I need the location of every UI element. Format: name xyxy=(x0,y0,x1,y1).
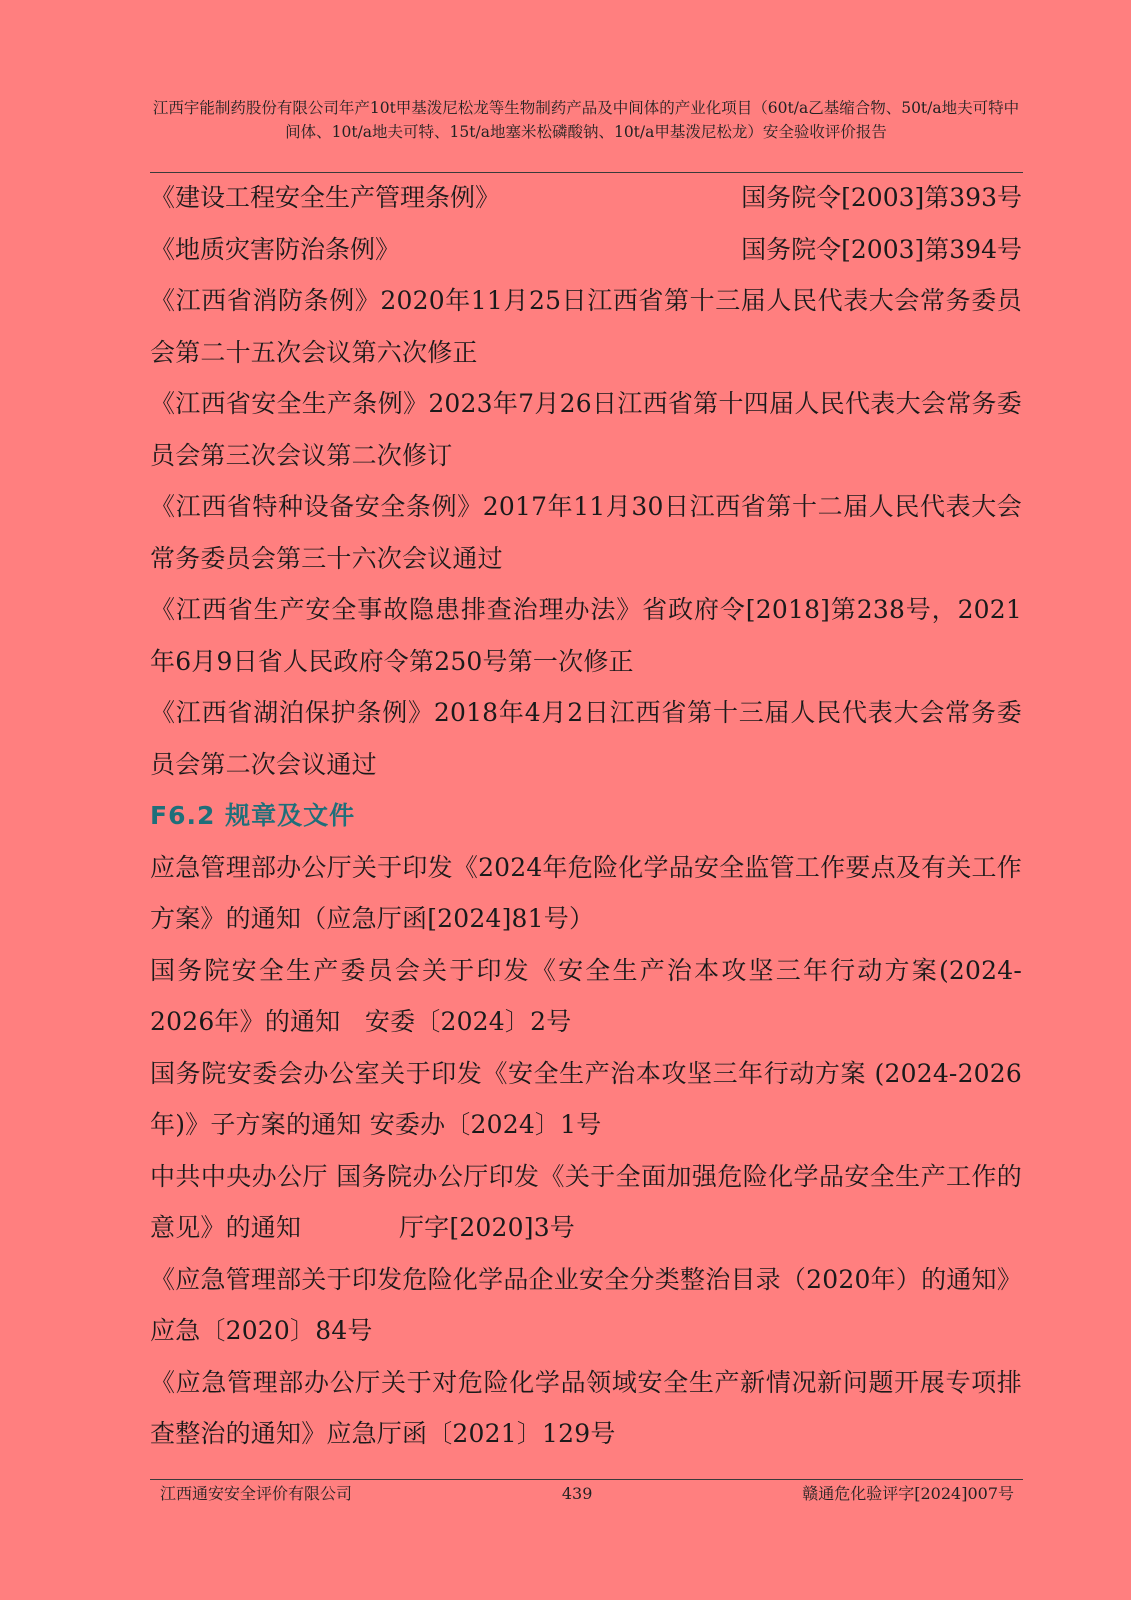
main-content xyxy=(150,172,1022,1460)
section-heading: F6.2 规章及文件 xyxy=(150,801,356,830)
footer-doc-number: 赣通危化验评字[2024]007号 xyxy=(802,1484,1014,1503)
rule-item: 《应急管理部关于印发危险化学品企业安全分类整治目录（2020年）的通知》应急〔2020〕84号 xyxy=(150,1264,1022,1345)
law-row xyxy=(150,224,1022,276)
law-name: 《建设工程安全生产管理条例》 xyxy=(150,183,501,212)
law-item: 《江西省安全生产条例》2023年7月26日江西省第十四届人民代表大会常务委员会第三次会议第二次修订 xyxy=(150,389,1022,470)
page-number: 439 xyxy=(561,1484,593,1503)
rule-item: 应急管理部办公厅关于印发《2024年危险化学品安全监管工作要点及有关工作方案》的通知（应急厅函[2024]81号） xyxy=(150,852,1022,933)
rule-item: 国务院安委会办公室关于印发《安全生产治本攻坚三年行动方案 (2024-2026年)》子方案的通知 安委办〔2024〕1号 xyxy=(150,1058,1022,1139)
law-name: 《地质灾害防治条例》 xyxy=(150,234,401,264)
rule-item: 国务院安全生产委员会关于印发《安全生产治本攻坚三年行动方案(2024-2026年》的通知 安委〔2024〕2号 xyxy=(150,955,1022,1036)
footer-divider xyxy=(150,1479,1023,1480)
rule-item: 中共中央办公厅 国务院办公厅印发《关于全面加强危险化学品安全生产工作的意见》的通知 厅字[2020]3号 xyxy=(150,1161,1022,1242)
law-row xyxy=(150,172,1022,224)
rule-item: 《应急管理部办公厅关于对危险化学品领域安全生产新情况新问题开展专项排查整治的通知》应急厅函〔2021〕129号 xyxy=(150,1367,1022,1448)
law-ref: 国务院令[2003]第393号 xyxy=(741,183,1022,212)
page-header xyxy=(150,96,1022,144)
footer-company: 江西通安安全评价有限公司 xyxy=(160,1484,353,1503)
header-title: 江西宇能制药股份有限公司年产10t甲基泼尼松龙等生物制药产品及中间体的产业化项目（60t/a乙基缩合物、50t/a地夫可特中间体、10t/a地夫可特、15t/a地塞米松磷酸钠、10t/a甲基泼尼松龙）安全验收评价报告 xyxy=(152,99,1020,141)
law-ref: 国务院令[2003]第394号 xyxy=(741,234,1022,264)
law-item: 《江西省生产安全事故隐患排查治理办法》省政府令[2018]第238号，2021年6月9日省人民政府令第250号第一次修正 xyxy=(150,595,1022,676)
law-item: 《江西省特种设备安全条例》2017年11月30日江西省第十二届人民代表大会常务委员会第三十六次会议通过 xyxy=(150,492,1022,573)
law-item: 《江西省消防条例》2020年11月25日江西省第十三届人民代表大会常务委员会第二十五次会议第六次修正 xyxy=(150,286,1022,367)
law-item: 《江西省湖泊保护条例》2018年4月2日江西省第十三届人民代表大会常务委员会第二次会议通过 xyxy=(150,698,1022,779)
page-footer xyxy=(160,1482,1014,1506)
